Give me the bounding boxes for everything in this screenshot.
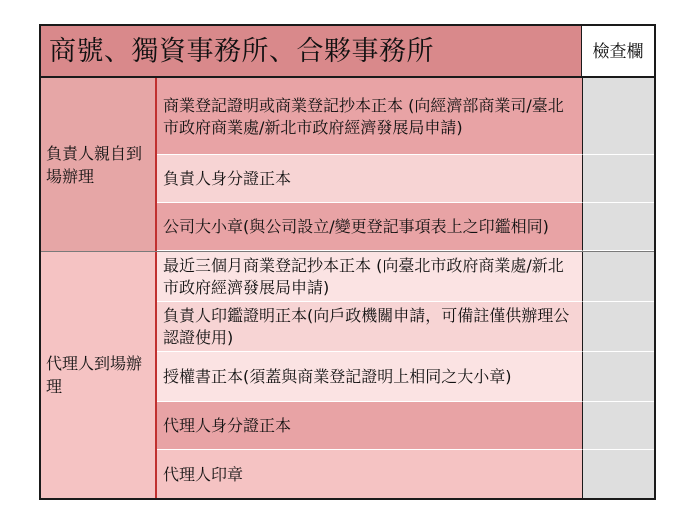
check-box[interactable] (582, 450, 654, 498)
list-item: 代理人身分證正本 (157, 402, 582, 450)
check-box[interactable] (582, 252, 654, 302)
list-item: 最近三個月商業登記抄本正本 (向臺北市政府商業處/新北市政府經濟發展局申請) (157, 252, 582, 302)
check-box[interactable] (582, 78, 654, 155)
check-box[interactable] (582, 155, 654, 203)
list-item: 商業登記證明或商業登記抄本正本 (向經濟部商業司/臺北市政府商業處/新北市政府經濟發展局申請) (157, 78, 582, 155)
list-item: 授權書正本(須蓋與商業登記證明上相同之大小章) (157, 352, 582, 402)
list-item: 公司大小章(與公司設立/變更登記事項表上之印鑑相同) (157, 203, 582, 251)
check-box[interactable] (582, 203, 654, 251)
list-item: 代理人印章 (157, 450, 582, 498)
check-box[interactable] (582, 402, 654, 450)
check-column-header: 檢查欄 (582, 26, 654, 78)
table-title: 商號、獨資事務所、合夥事務所 (41, 26, 582, 78)
list-item: 負責人身分證正本 (157, 155, 582, 203)
group-label-agent: 代理人到場辦理 (41, 252, 157, 498)
list-item: 負責人印鑑證明正本(向戶政機關申請，可備註僅供辦理公認證使用) (157, 302, 582, 352)
group-label-in-person: 負責人親自到場辦理 (41, 78, 157, 251)
checklist-table (39, 24, 656, 500)
check-box[interactable] (582, 352, 654, 402)
check-box[interactable] (582, 302, 654, 352)
